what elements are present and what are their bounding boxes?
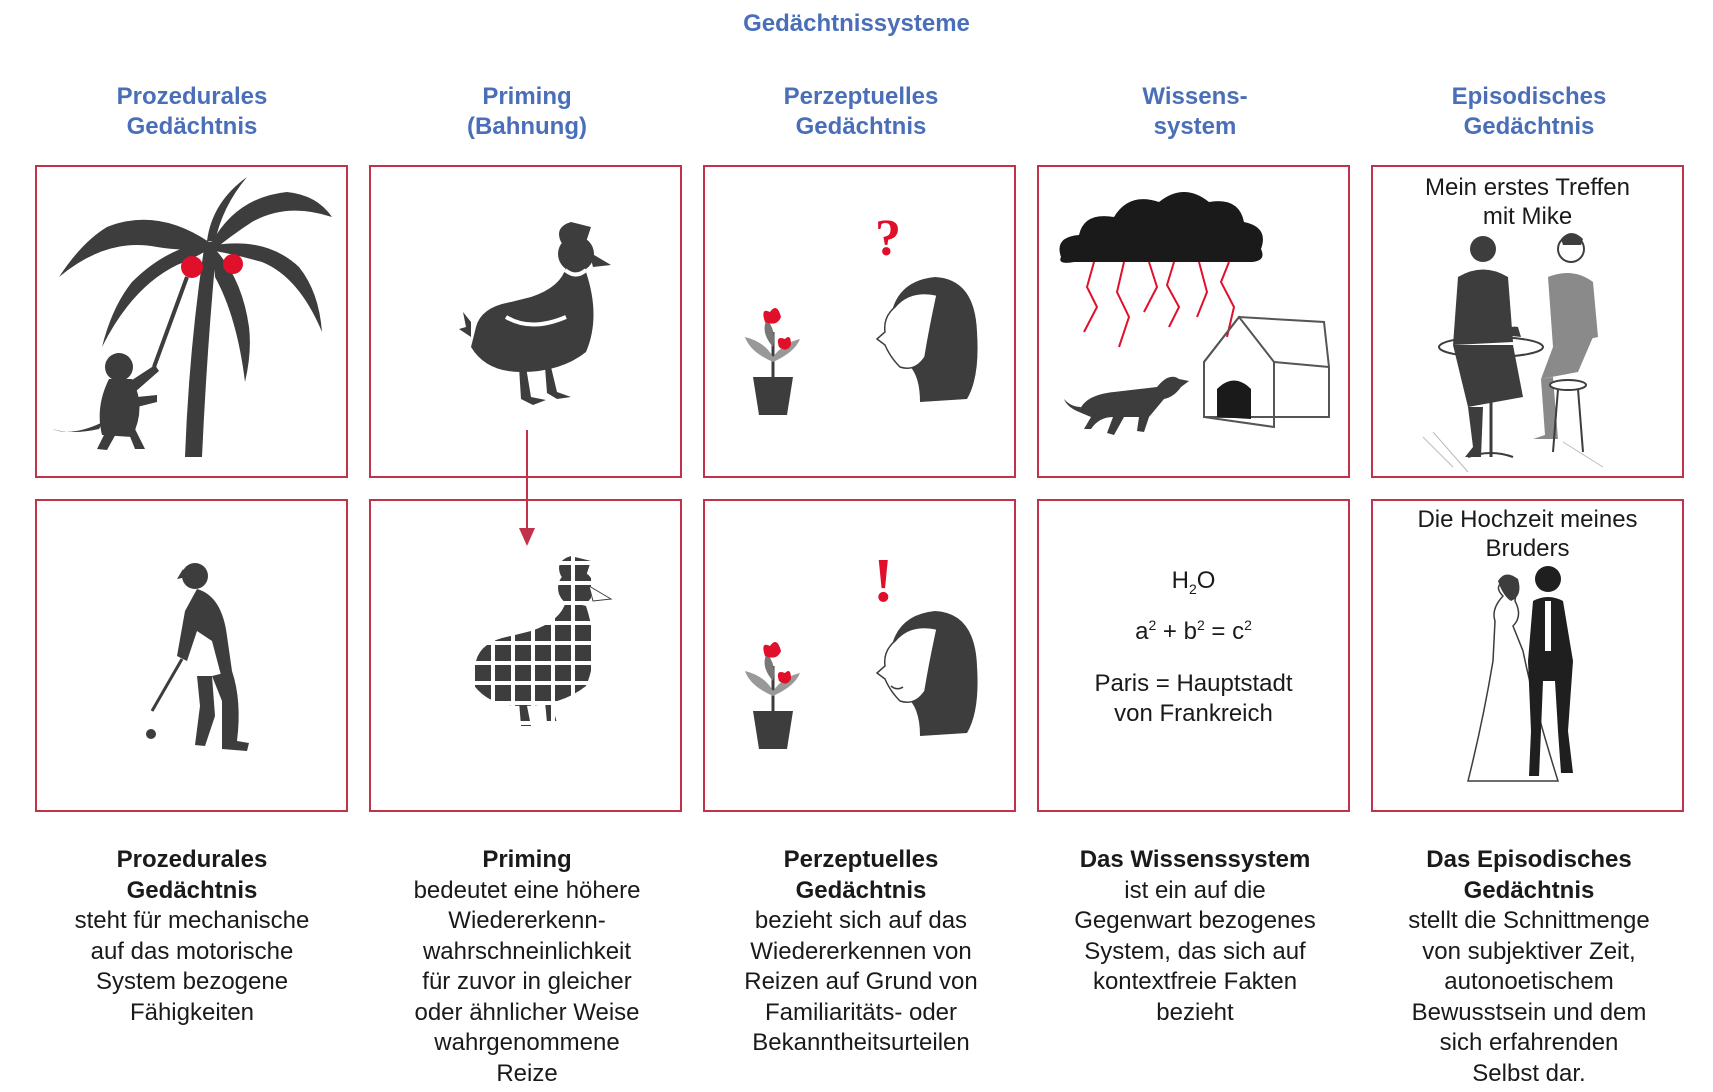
desc-line: System bezogene <box>95 968 289 995</box>
column-header-perceptual <box>703 82 1019 142</box>
column-header-episodic <box>1371 82 1687 142</box>
desc-line: wahrschneinlichkeit <box>422 937 632 965</box>
header-line: Gedächtnis <box>1463 113 1595 140</box>
desc-heading-line: Das Episodisches <box>1426 846 1632 873</box>
header-line: (Bahnung) <box>467 113 587 140</box>
fact-line: Paris = Hauptstadt <box>1094 670 1293 697</box>
desc-line: Bewusstsein und dem <box>1411 998 1647 1026</box>
desc-line: Reizen auf Grund von <box>744 968 978 995</box>
desc-line: bezieht sich auf das <box>754 907 968 934</box>
priming-arrow-head <box>519 528 535 546</box>
desc-heading-line: Prozedurales <box>116 846 268 873</box>
main-title: Gedächtnissysteme <box>743 10 970 37</box>
couple-cafe-illustration <box>1373 167 1684 478</box>
desc-heading-line: Perzeptuelles <box>783 846 939 873</box>
desc-heading-line: Priming <box>482 846 572 873</box>
desc-line: sich erfahrenden <box>1439 1029 1619 1056</box>
desc-line: kontextfreie Fakten <box>1092 968 1298 995</box>
perceptual-top-box <box>703 165 1016 478</box>
header-line: Gedächtnis <box>126 113 258 140</box>
palm-monkey-illustration <box>37 167 348 478</box>
caption-line: Bruders <box>1485 535 1570 562</box>
column-header-knowledge <box>1037 82 1353 142</box>
fragmented-duck-icon <box>371 501 682 812</box>
desc-heading-line: Gedächtnis <box>1463 876 1595 904</box>
episodic-bottom-box <box>1371 499 1684 812</box>
desc-line: Fähigkeiten <box>129 998 255 1026</box>
column-header-priming <box>369 82 685 142</box>
formula-h2o: $H_2O$ <box>1171 567 1216 597</box>
desc-heading-line: Gedächtnis <box>126 876 258 904</box>
wedding-couple-illustration <box>1373 501 1684 812</box>
cloud-dog-house-illustration <box>1039 167 1350 478</box>
desc-line: autonoetischem <box>1444 968 1614 995</box>
column-header-procedural <box>34 82 350 142</box>
desc-line: Bekanntheitsurteilen <box>752 1029 970 1056</box>
desc-line: System, das sich auf <box>1084 937 1306 965</box>
caption-line: mit Mike <box>1482 203 1573 230</box>
fact-paris <box>1039 669 1348 729</box>
header-line: Episodisches <box>1451 83 1607 110</box>
flower-face-exclamation-illustration <box>705 501 1016 812</box>
perceptual-bottom-box <box>703 499 1016 812</box>
desc-line: steht für mechanische <box>74 907 310 934</box>
episodic-top-box <box>1371 165 1684 478</box>
desc-heading-line: Das Wissenssystem <box>1079 846 1311 873</box>
desc-line: Reize <box>496 1059 558 1087</box>
priming-arrow-line <box>526 430 528 530</box>
desc-line: von subjektiver Zeit, <box>1422 937 1636 965</box>
desc-line: auf das motorische <box>90 937 294 965</box>
description-priming <box>369 845 685 1089</box>
flower-face-question-illustration <box>705 167 1016 478</box>
procedural-bottom-box <box>35 499 348 812</box>
knowledge-bottom-box <box>1037 499 1350 812</box>
desc-line: Wiedererkennen von <box>750 937 972 965</box>
question-mark: ? <box>875 210 901 267</box>
desc-line: oder ähnlicher Weise <box>414 998 640 1026</box>
header-line: Prozedurales <box>116 83 268 110</box>
desc-line: bezieht <box>1156 998 1234 1026</box>
desc-line: wahrgenommene <box>434 1029 620 1056</box>
exclamation-mark: ! <box>873 547 894 615</box>
desc-line: stellt die Schnittmenge <box>1408 907 1650 934</box>
description-knowledge <box>1037 845 1353 1028</box>
desc-line: Selbst dar. <box>1472 1059 1586 1087</box>
caption-line: Mein erstes Treffen <box>1425 174 1630 201</box>
formula-pythagoras: $a^2 + b^2 = c^2$ <box>1135 617 1252 645</box>
fact-line: von Frankreich <box>1114 700 1273 727</box>
header-line: Gedächtnis <box>795 113 927 140</box>
header-line: system <box>1153 113 1237 140</box>
desc-line: Gegenwart bezogenes <box>1074 907 1316 934</box>
desc-line: Wiedererkenn- <box>448 907 606 934</box>
description-perceptual <box>703 845 1019 1059</box>
desc-line: für zuvor in gleicher <box>422 968 632 995</box>
header-line: Wissens- <box>1142 83 1248 110</box>
desc-line: ist ein auf die <box>1124 876 1266 904</box>
knowledge-top-box <box>1037 165 1350 478</box>
header-line: Perzeptuelles <box>783 83 939 110</box>
description-episodic <box>1371 845 1687 1089</box>
caption-line: Die Hochzeit meines <box>1417 506 1638 533</box>
golfer-icon <box>37 501 348 812</box>
desc-line: Familiaritäts- oder <box>764 998 958 1026</box>
header-line: Priming <box>482 83 572 110</box>
desc-line: bedeutet eine höhere <box>413 876 641 904</box>
procedural-top-box <box>35 165 348 478</box>
desc-heading-line: Gedächtnis <box>795 876 927 904</box>
description-procedural <box>34 845 350 1028</box>
